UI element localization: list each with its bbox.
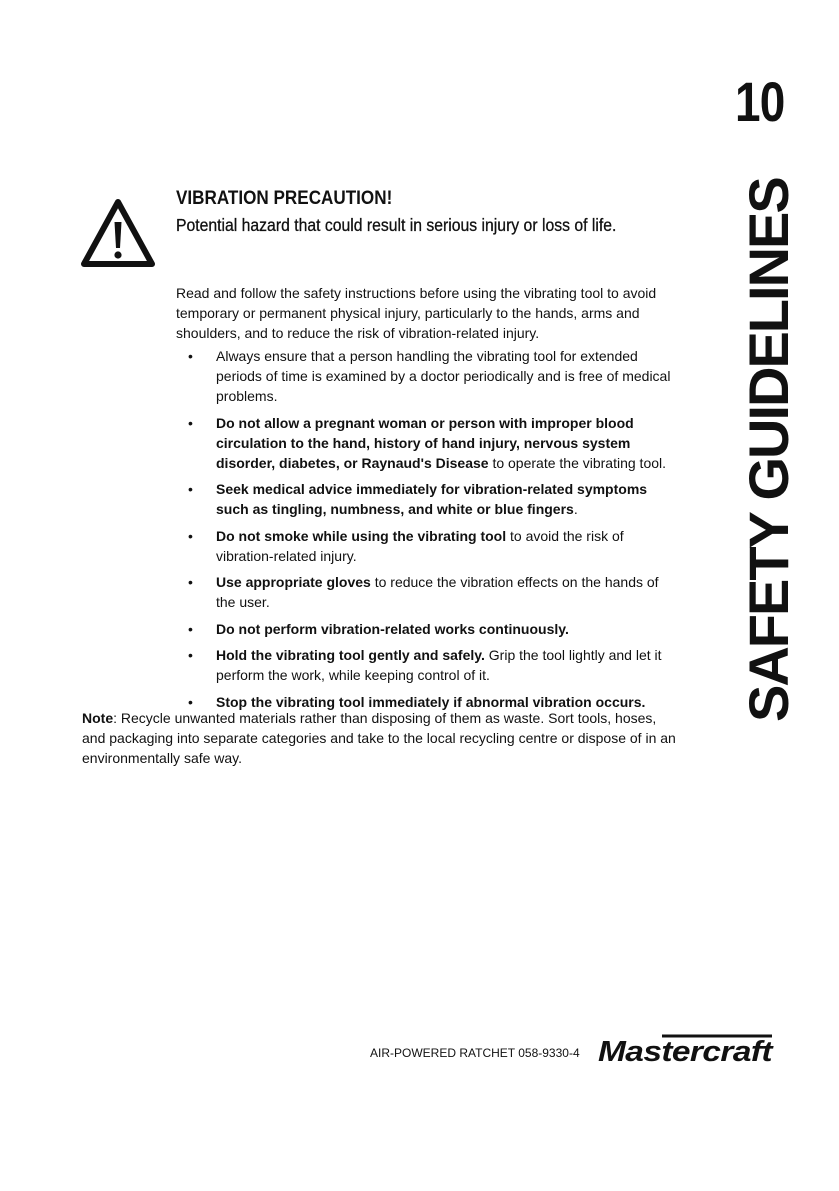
bullet-icon: • <box>188 647 193 663</box>
warning-subtitle: Potential hazard that could result in serious injury or loss of life. <box>176 215 617 235</box>
bullet-bold-text: Hold the vibrating tool gently and safely. <box>216 647 485 663</box>
warning-heading <box>176 188 716 236</box>
list-item <box>176 572 676 612</box>
bullet-bold-text: Do not perform vibration-related works continuously. <box>216 620 569 637</box>
bullet-icon: • <box>188 693 193 710</box>
bullet-text: to operate the vibrating tool. <box>488 454 667 471</box>
bullet-icon: • <box>188 620 193 637</box>
product-code: AIR-POWERED RATCHET 058-9330-4 <box>370 1046 580 1060</box>
svg-text:Mastercraft: Mastercraft <box>598 1036 775 1066</box>
list-item <box>176 645 676 685</box>
intro-paragraph <box>176 283 696 343</box>
bullet-bold-text: Seek medical advice immediately for vibration-related symptoms such as tingling, numbness, and white or blue fingers <box>216 481 648 517</box>
bullet-icon: • <box>188 348 193 364</box>
list-item <box>176 479 676 519</box>
bullet-bold-text: Do not allow a pregnant woman or person with improper blood circulation to the hand, history of hand injury, nervous system disorder, diabetes, or Raynaud's Disease <box>216 414 634 471</box>
warning-triangle-icon <box>80 196 156 270</box>
bullet-text: . <box>573 501 578 517</box>
bullet-text: to avoid the risk of vibration-related injury. <box>216 527 624 564</box>
bullet-text: to reduce the vibration effects on the hands of the user. <box>216 574 659 610</box>
section-title: SAFETY GUIDELINES <box>737 178 800 722</box>
note-text: : Recycle unwanted materials rather than disposing of them as waste. Sort tools, hoses, and packaging into separate categories and take to the local recycling centre or dispose of in an environmentally safe way. <box>82 710 676 766</box>
note-label: Note <box>82 710 114 726</box>
safety-bullet-list <box>176 346 676 718</box>
bullet-bold-text: Do not smoke while using the vibrating tool <box>216 527 507 544</box>
page-number: 10 <box>735 70 785 133</box>
list-item <box>176 413 676 473</box>
bullet-bold-text: Stop the vibrating tool immediately if abnormal vibration occurs. <box>216 693 646 710</box>
recycling-note <box>82 708 682 768</box>
bullet-icon: • <box>188 414 193 431</box>
intro-text: Read and follow the safety instructions before using the vibrating tool to avoid temporary or permanent physical injury, particularly to the hands, arms and shoulders, and to reduce the risk of vibration-related injury. <box>176 285 657 341</box>
bullet-icon: • <box>188 574 193 590</box>
list-item <box>176 619 676 639</box>
list-item <box>176 346 676 406</box>
bullet-icon: • <box>188 481 193 497</box>
bullet-icon: • <box>188 527 193 544</box>
bullet-text: Grip the tool lightly and let it perform the work, while keeping control of it. <box>216 647 662 683</box>
mastercraft-logo <box>596 1032 776 1066</box>
warning-title: VIBRATION PRECAUTION! <box>176 188 393 209</box>
bullet-text: Always ensure that a person handling the vibrating tool for extended periods of time is examined by a doctor periodically and is free of medical problems. <box>216 348 671 404</box>
list-item <box>176 526 676 566</box>
bullet-bold-text: Use appropriate gloves <box>216 574 371 590</box>
